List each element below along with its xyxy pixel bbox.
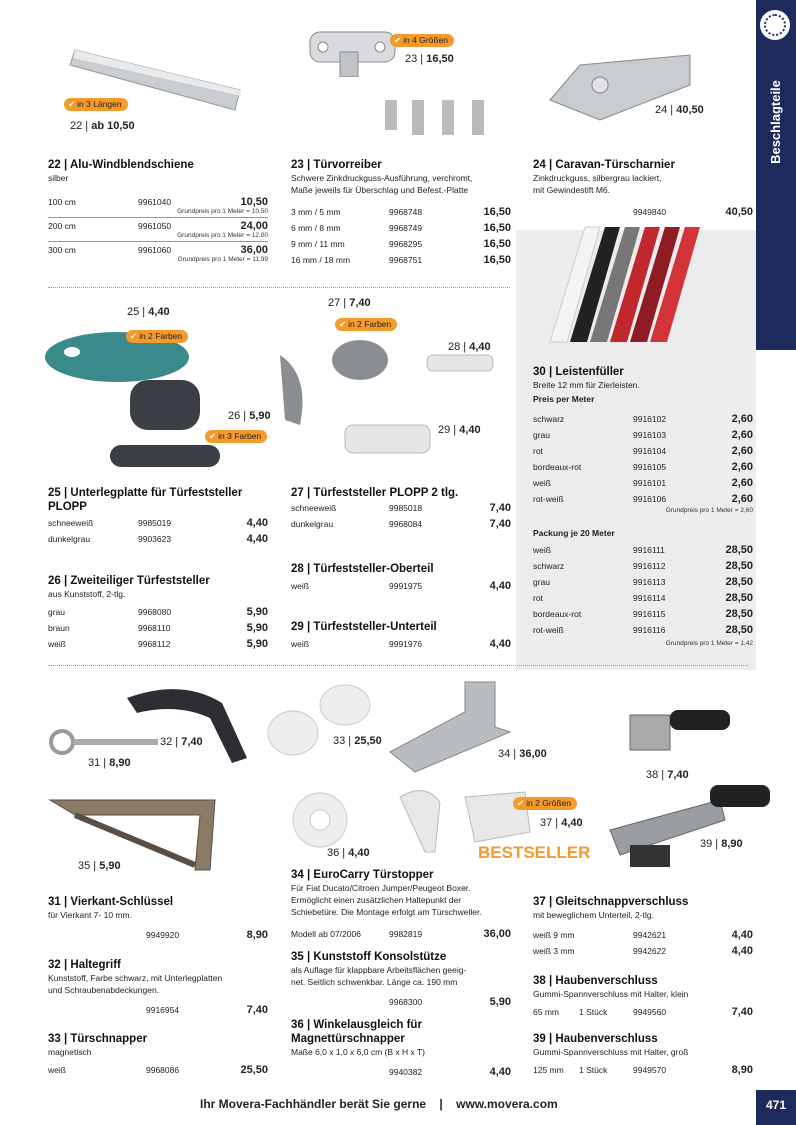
product-34: 34 | EuroCarry Türstopper Für Fiat Ducato/Citroen Jumper/Peugeot Boxer. Ermöglicht einen zusätzlichen Haltepunkt der Schiebetüre. Die Montage erfolgt am Türschweller. Modell ab 07/2006 9982819 36,00	[291, 869, 511, 940]
table-row: bordeaux-rot 9916105 2,60	[533, 461, 753, 473]
tab-label: Beschlagteile	[768, 80, 783, 164]
table-row: 3 mm / 5 mm 9968748 16,50	[291, 206, 511, 218]
label-26: 26 | 5,90	[228, 410, 271, 422]
product-27: 27 | Türfeststeller PLOPP 2 tlg. schneeweiß 9985018 7,40 dunkelgrau 9968084 7,40	[291, 487, 511, 530]
table-row: 16 mm / 18 mm 9968751 16,50	[291, 254, 511, 266]
table-row: schneeweiß 9985019 4,40	[48, 517, 268, 529]
table-row: rot 9916104 2,60	[533, 445, 753, 457]
footer-url[interactable]: www.movera.com	[456, 1097, 558, 1111]
table-row: schwarz 9916112 28,50	[533, 560, 753, 572]
table-row: rot-weiß 9916116 28,50	[533, 624, 753, 636]
table-row: 300 cm 9961060 36,00	[48, 244, 268, 256]
table-row: weiß 3 mm 9942622 4,40	[533, 945, 753, 957]
label-25: 25 | 4,40	[127, 306, 170, 318]
label-24: 24 | 40,50	[655, 104, 704, 116]
table-row: 9949840 40,50	[633, 206, 753, 218]
product-38: 38 | Haubenverschluss Gummi-Spannverschluss mit Halter, klein 65 mm 1 Stück 9949560 7,40	[533, 975, 753, 1018]
label-27: 27 | 7,40	[328, 297, 371, 309]
table-row: weiß 9968086 25,50	[48, 1064, 268, 1076]
product-31: 31 | Vierkant-Schlüssel für Vierkant 7- 10 mm. 9949920 8,90	[48, 896, 268, 941]
product-23-variants-image	[380, 95, 505, 145]
table-row: rot 9916114 28,50	[533, 592, 753, 604]
product-32-image	[122, 683, 252, 768]
logo-icon	[760, 10, 790, 40]
label-29: 29 | 4,40	[438, 424, 481, 436]
product-39-image	[600, 770, 785, 870]
table-row: grau 9968080 5,90	[48, 606, 268, 618]
table-row: 9916954 7,40	[146, 1004, 268, 1016]
product-29: 29 | Türfeststeller-Unterteil weiß 9991976 4,40	[291, 621, 511, 650]
label-31: 31 | 8,90	[88, 757, 131, 769]
label-33: 33 | 25,50	[333, 735, 382, 747]
product-28-image	[425, 350, 495, 375]
bestseller-label: BESTSELLER	[478, 843, 591, 862]
product-22-title: 22 | Alu-Windblendschiene	[48, 159, 194, 171]
table-row: grau 9916113 28,50	[533, 576, 753, 588]
table-row: weiß 9991975 4,40	[291, 580, 511, 592]
badge-27: ✔ in 2 Farben	[335, 318, 397, 331]
badge-22: ✔ in 3 Längen	[64, 98, 128, 111]
table-row: weiß 9991976 4,40	[291, 638, 511, 650]
product-23: 23 | Türvorreiber Schwere Zinkdruckguss-Ausführung, verchromt, Maße jeweils für Überschlag und Befest.-Platte 3 mm / 5 mm 9968748 16,50 6 mm / 8 mm 9968749 16,50 9 mm / 11 mm 9968295 16,50 16 mm / 18 mm 9968751 16,50	[291, 159, 511, 266]
product-33-image	[265, 683, 375, 763]
label-23: 23 | 16,50	[405, 53, 454, 65]
table-row: 100 cm 9961040 10,50	[48, 196, 268, 208]
table-row: dunkelgrau 9968084 7,40	[291, 518, 511, 530]
table-row: grau 9916103 2,60	[533, 429, 753, 441]
product-37: 37 | Gleitschnappverschluss mit beweglichem Unterteil, 2-tlg. weiß 9 mm 9942621 4,40 weiß 3 mm 9942622 4,40	[533, 896, 753, 957]
table-row: weiß 9916111 28,50	[533, 544, 753, 556]
table-row: braun 9968110 5,90	[48, 622, 268, 634]
footer-sep: |	[439, 1097, 443, 1111]
badge-25: ✔ in 2 Farben	[126, 330, 188, 343]
product-24-image	[540, 45, 700, 130]
page-number: 471	[765, 1098, 787, 1112]
table-row: 9968300 5,90	[389, 996, 511, 1008]
product-34-image	[385, 672, 520, 777]
product-26: 26 | Zweiteiliger Türfeststeller aus Kunststoff, 2-tlg. grau 9968080 5,90 braun 9968110 5,90 weiß 9968112 5,90	[48, 575, 268, 650]
product-22: 22 | Alu-Windblendschiene silber 100 cm 9961040 10,50 Grundpreis pro 1 Meter = 10,50 200 cm 9961050 24,00 Grundpreis pro 1 Meter = 12,00 300 cm 9961060 36,00 Grundpreis pro 1 Meter = 11,99	[48, 159, 268, 263]
table-row: 65 mm 1 Stück 9949560 7,40	[533, 1006, 753, 1018]
table-row: schneeweiß 9985018 7,40	[291, 502, 511, 514]
product-32: 32 | Haltegriff Kunststoff, Farbe schwarz, mit Unterlegplatten und Schraubenabdeckungen. 9916954 7,40	[48, 959, 268, 1016]
table-row: Modell ab 07/2006 9982819 36,00	[291, 928, 511, 940]
table-row: weiß 9 mm 9942621 4,40	[533, 929, 753, 941]
table-row: 200 cm 9961050 24,00	[48, 220, 268, 232]
product-36: 36 | Winkelausgleich für Magnettürschnapper Maße 6,0 x 1,0 x 6,0 cm (B x H x T) 9940382 4,40	[291, 1019, 511, 1078]
product-24: 24 | Caravan-Türscharnier Zinkdruckguss, silbergrau lackiert, mit Gewindestift M6. 9949840 40,50	[533, 159, 753, 218]
label-37: 37 | 4,40	[540, 817, 583, 829]
table-row: 125 mm 1 Stück 9949570 8,90	[533, 1064, 753, 1076]
badge-26: ✔ in 3 Farben	[205, 430, 267, 443]
label-35: 35 | 5,90	[78, 860, 121, 872]
table-row: bordeaux-rot 9916115 28,50	[533, 608, 753, 620]
table-row: dunkelgrau 9903623 4,40	[48, 533, 268, 545]
table-row: schwarz 9916102 2,60	[533, 413, 753, 425]
product-35-image	[45, 795, 220, 875]
product-28: 28 | Türfeststeller-Oberteil weiß 9991975 4,40	[291, 563, 511, 592]
badge-37: ✔ in 2 Größen	[513, 797, 577, 810]
page-number-box	[756, 1090, 796, 1125]
product-38-image	[620, 685, 750, 770]
label-36: 36 | 4,40	[327, 847, 370, 859]
product-25: 25 | Unterlegplatte für Türfeststeller PLOPP schneeweiß 9985019 4,40 dunkelgrau 9903623 4,40	[48, 487, 268, 545]
label-22: 22 | ab 10,50	[70, 120, 135, 132]
label-38: 38 | 7,40	[646, 769, 689, 781]
product-22-sub: silber	[48, 173, 69, 183]
table-row: 9 mm / 11 mm 9968295 16,50	[291, 238, 511, 250]
table-row: weiß 9916101 2,60	[533, 477, 753, 489]
table-row: rot-weiß 9916106 2,60	[533, 493, 753, 505]
product-39: 39 | Haubenverschluss Gummi-Spannverschluss mit Halter, groß 125 mm 1 Stück 9949570 8,90	[533, 1033, 753, 1076]
product-36-image	[285, 790, 355, 850]
label-34: 34 | 36,00	[498, 748, 547, 760]
label-39: 39 | 8,90	[700, 838, 743, 850]
table-row: 6 mm / 8 mm 9968749 16,50	[291, 222, 511, 234]
label-28: 28 | 4,40	[448, 341, 491, 353]
product-29-image	[340, 420, 435, 460]
product-30: 30 | Leistenfüller Breite 12 mm für Zierleisten. Preis per Meter schwarz 9916102 2,60 grau 9916103 2,60 rot 9916104 2,60 bordeaux-rot 9916105 2,60 weiß 9916101 2,60 rot-weiß 9916106 2,60 Grundpreis pro 1 Meter = 2,60 Packung je 20 Meter weiß 9916111 28,50 schwarz 9916112 28,50 grau 9916113 28,50 rot 9916114 28,50 bordeaux-rot 9916115 28,50 rot-weiß 9916116 28,50 Grundpreis pro 1 Meter = 1,42	[533, 366, 753, 647]
table-row: 9949920 8,90	[146, 929, 268, 941]
footer	[200, 1097, 558, 1111]
product-30-image	[545, 222, 710, 347]
badge-23: ✔ in 4 Größen	[390, 34, 454, 47]
table-row: weiß 9968112 5,90	[48, 638, 268, 650]
table-row: 9940382 4,40	[389, 1066, 511, 1078]
label-32: 32 | 7,40	[160, 736, 203, 748]
product-23-image	[305, 22, 400, 77]
section-tab[interactable]	[756, 0, 796, 350]
product-33: 33 | Türschnapper magnetisch weiß 9968086 25,50	[48, 1033, 268, 1076]
product-35: 35 | Kunststoff Konsolstütze als Auflage für klappbare Arbeitsflächen geeig- net. Seitlich schwenkbar. Länge ca. 190 mm 9968300 5,90	[291, 951, 511, 1008]
footer-text: Ihr Movera-Fachhändler berät Sie gerne	[200, 1097, 427, 1111]
